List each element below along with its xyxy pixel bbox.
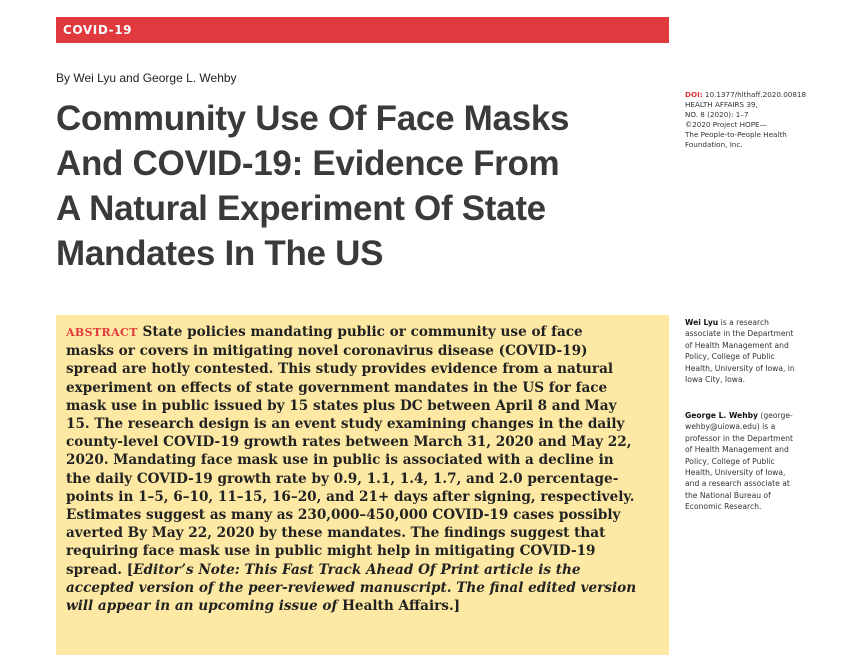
abstract-line: experiment on effects of state government mandates in the US for face [66, 379, 608, 396]
bio-line: associate in the Department [685, 329, 794, 339]
citation-metadata [685, 90, 835, 150]
bio-author-name: George L. Wehby [685, 411, 758, 420]
meta-line: Foundation, Inc. [685, 140, 743, 149]
bio-line: Iowa City, Iowa. [685, 375, 746, 385]
meta-line: HEALTH AFFAIRS 39, [685, 100, 758, 109]
abstract-line [66, 597, 666, 615]
journal-name: Health Affairs [337, 598, 449, 615]
abstract-line-text: spread. [ [66, 561, 134, 578]
abstract-line: Estimates suggest as many as 230,000–450,000 COVID-19 cases possibly [66, 507, 621, 524]
bio-line: Policy, College of Public [685, 456, 775, 466]
bio-line [685, 317, 835, 328]
abstract-line: county-level COVID-19 growth rates between March 31, 2020 and May 22, [66, 434, 632, 451]
abstract-box [56, 315, 669, 655]
abstract-line: 2020. Mandating face mask use in public is associated with a decline in [66, 452, 614, 469]
bio-line: Health, University of Iowa, in [685, 363, 795, 373]
article-title [56, 96, 656, 276]
bio-line: of Health Management and [685, 340, 789, 350]
bio-line: wehby@uiowa.edu) is a [685, 422, 776, 432]
doi-value: 10.1377/hlthaff.2020.00818 [704, 90, 807, 99]
abstract-line: spread are hotly contested. This study provides evidence from a natural [66, 361, 614, 378]
title-line: And COVID-19: Evidence From [56, 144, 560, 183]
bio-author-name: Wei Lyu [685, 318, 719, 327]
abstract-text [66, 323, 666, 615]
abstract-line: points in 1–5, 6–10, 11–15, 16–20, and 21+ days after signing, respectively. [66, 488, 635, 505]
abstract-line: mask use in public issued by 15 states plus DC between April 8 and May [66, 397, 617, 414]
bio-line: the National Bureau of [685, 490, 771, 500]
meta-line: NO. 8 (2020): 1–7 [685, 110, 749, 119]
abstract-line: 15. The research design is an event study examining changes in the daily [66, 416, 625, 433]
bio-line: Economic Research. [685, 502, 762, 512]
bio-line [685, 410, 835, 421]
bio-text: (george- [758, 411, 793, 420]
bio-text: is a research [718, 318, 770, 327]
meta-line: ©2020 Project HOPE— [685, 120, 767, 129]
bio-line: Policy, College of Public [685, 352, 775, 362]
author-bio-lyu [685, 317, 835, 385]
abstract-label: ABSTRACT [66, 326, 138, 339]
editors-note-text: Editor’s Note: This Fast Track Ahead Of Print article is the [133, 561, 581, 578]
doi-label: DOI: [685, 90, 703, 99]
abstract-line-end: .] [448, 598, 461, 615]
author-byline: By Wei Lyu and George L. Wehby [56, 71, 237, 85]
title-line: A Natural Experiment Of State [56, 189, 546, 228]
editors-note-text: will appear in an upcoming issue of [66, 598, 338, 615]
abstract-line [66, 323, 666, 342]
abstract-line: the daily COVID-19 growth rate by 0.9, 1.1, 1.4, 1.7, and 2.0 percentage- [66, 470, 619, 487]
bio-line: of Health Management and [685, 445, 789, 455]
abstract-line: requiring face mask use in public might help in mitigating COVID-19 [66, 543, 596, 560]
author-bio-wehby [685, 410, 835, 513]
section-banner [56, 17, 669, 43]
abstract-line-text: State policies mandating public or community use of face [142, 324, 583, 340]
doi-line [685, 90, 835, 100]
bio-line: professor in the Department [685, 433, 794, 443]
meta-line: The People-to-People Health [685, 130, 787, 139]
bio-line: and a research associate at [685, 479, 790, 489]
editors-note-text: accepted version of the peer-reviewed manuscript. The final edited version [66, 579, 637, 596]
bio-line: Health, University of Iowa, [685, 468, 786, 478]
title-line: Mandates In The US [56, 234, 384, 273]
abstract-line [66, 561, 666, 579]
abstract-line: averted By May 22, 2020 by these mandates. The findings suggest that [66, 525, 606, 542]
section-label: COVID-19 [63, 23, 133, 37]
title-line: Community Use Of Face Masks [56, 99, 570, 138]
abstract-line: masks or covers in mitigating novel coronavirus disease (COVID-19) [66, 343, 588, 360]
